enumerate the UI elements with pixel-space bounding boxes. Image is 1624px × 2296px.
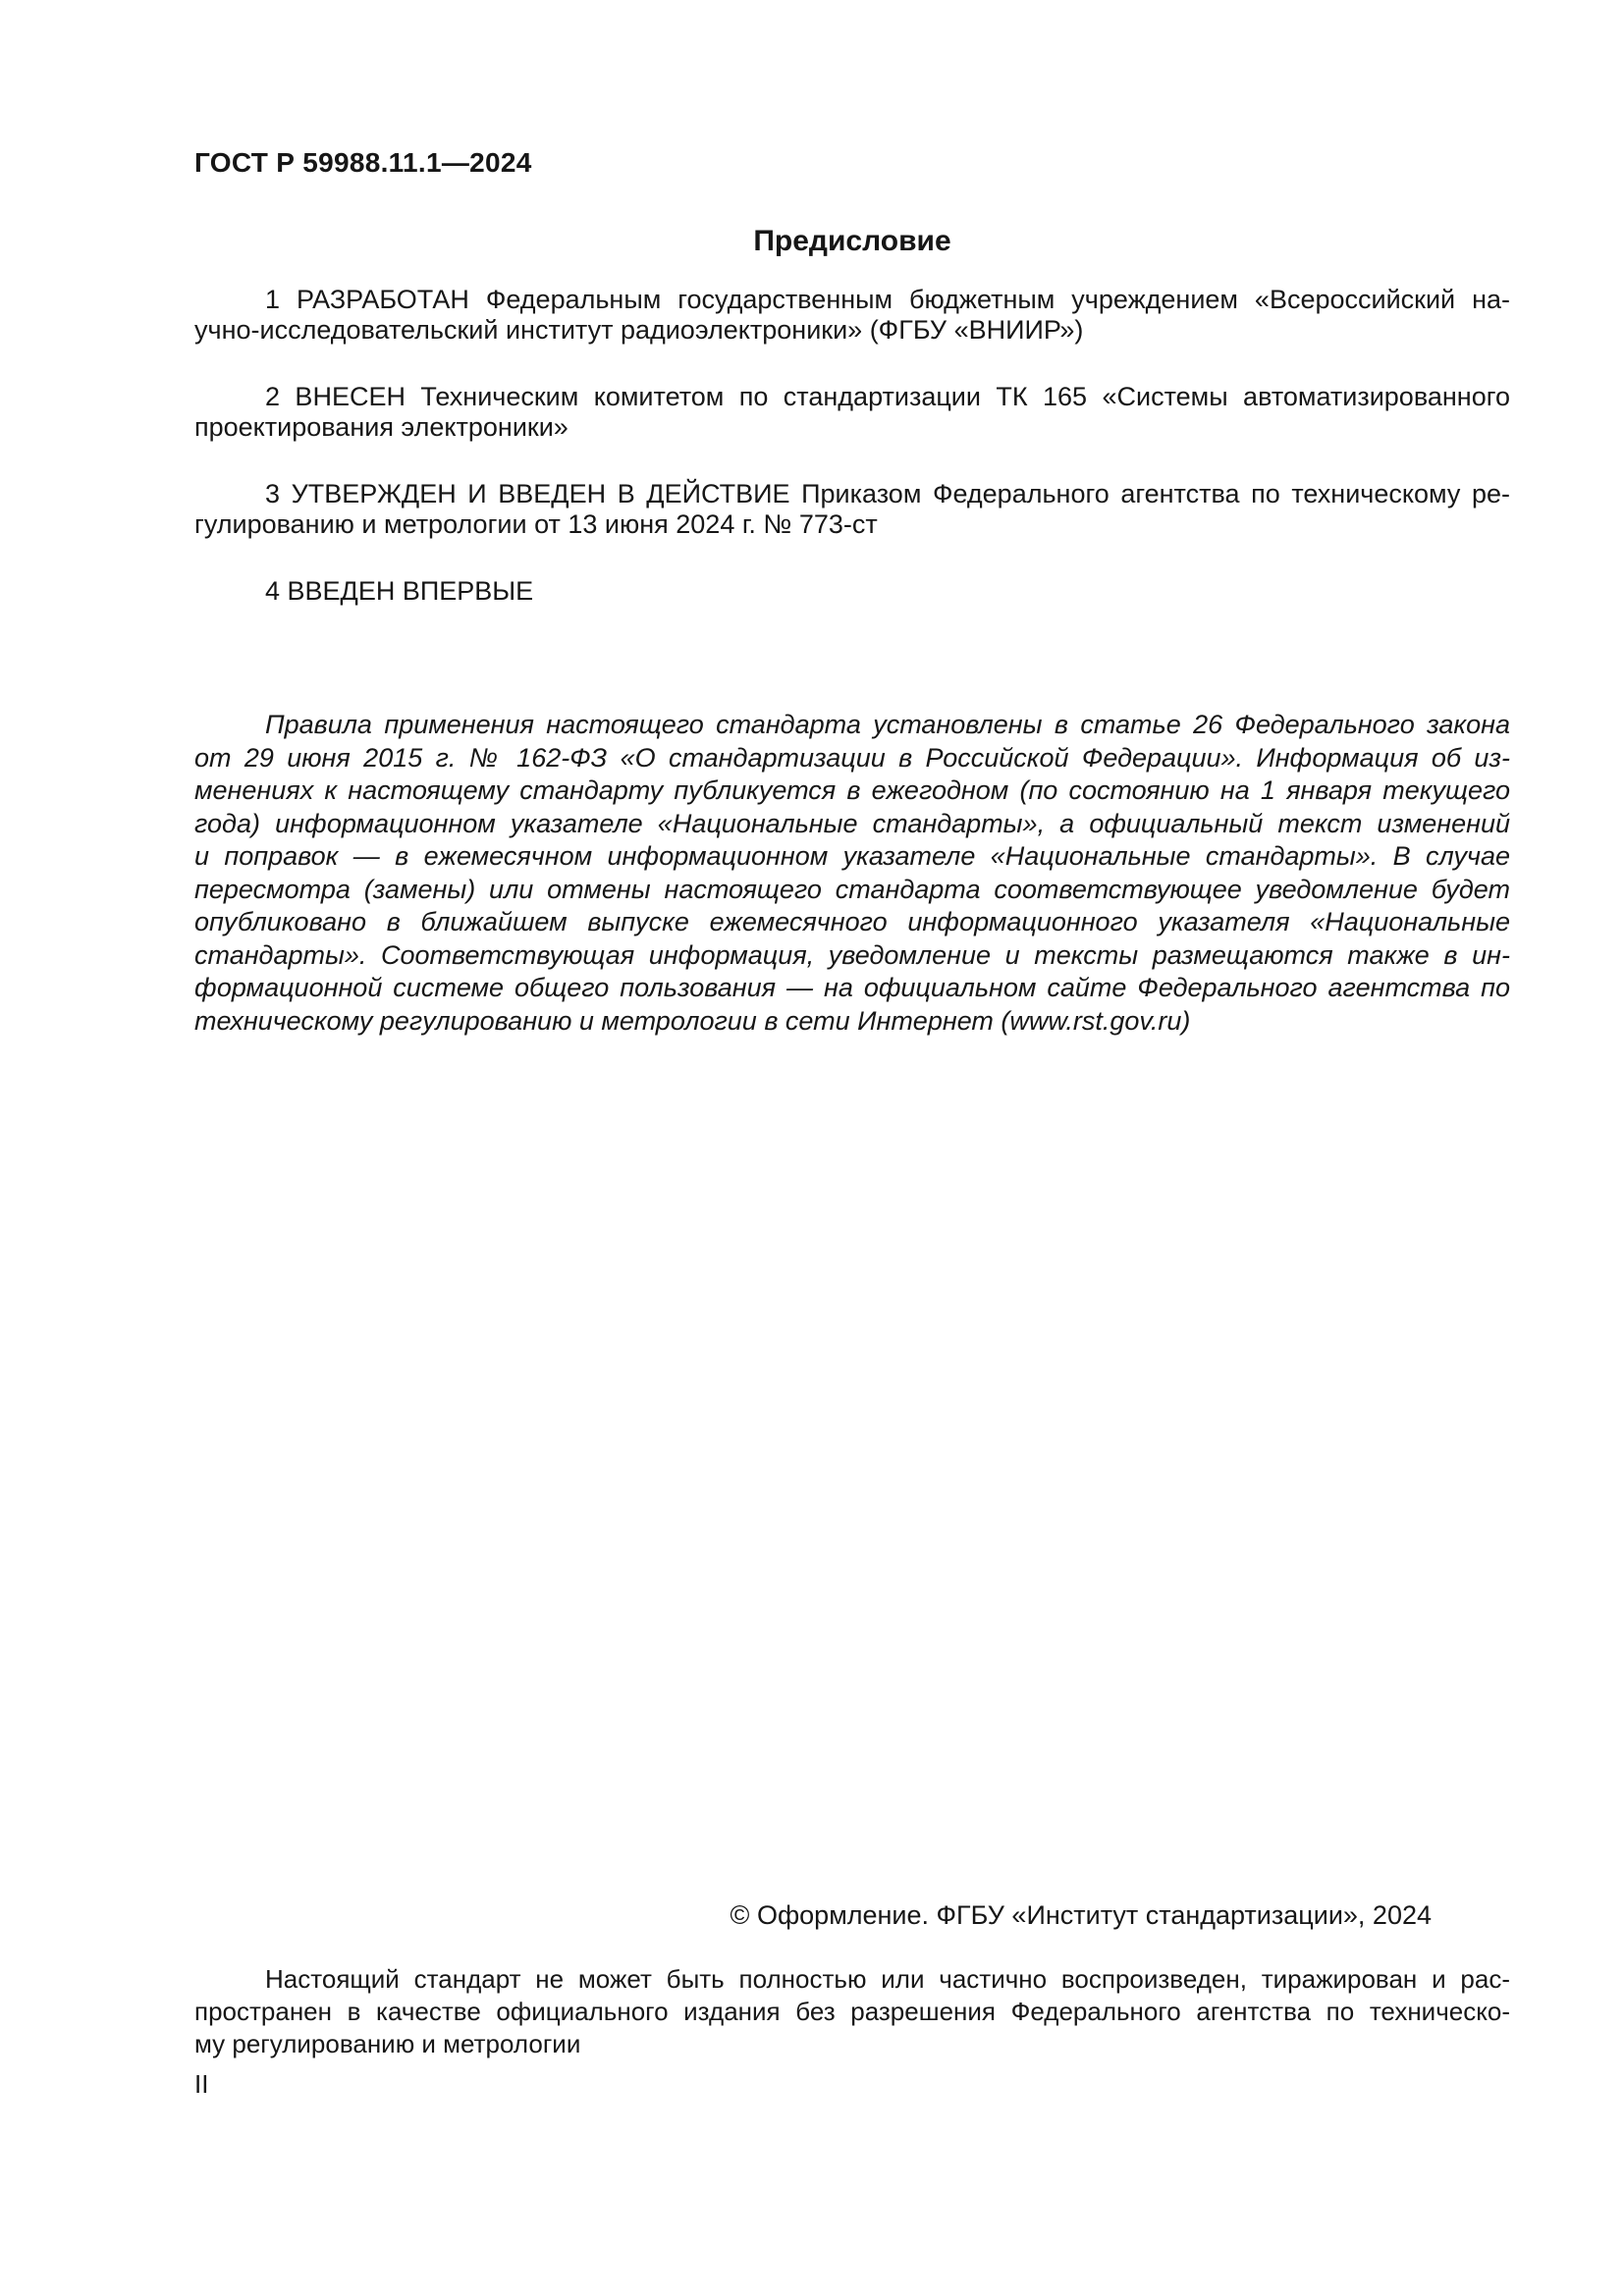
foreword-item-first-introduced: [194, 576, 1510, 607]
text-line: Правила применения настоящего стандарта установлены в статье 26 Федерального закона: [265, 710, 1510, 739]
foreword-section: [194, 285, 1510, 643]
text-line: стандарты». Соответствующая информация, уведомление и тексты размещаются также в ин-: [194, 939, 1510, 970]
text-line: формационной системе общего пользования — на официальном сайте Федерального агентства по: [194, 973, 1510, 1002]
text-line: года) информационном указателе «Национальные стандарты», а официальный текст изменений: [194, 808, 1510, 838]
text-line: пространен в качестве официального издания без разрешения Федерального агентства по техническо-: [194, 1997, 1510, 2026]
foreword-item-submitted: [194, 382, 1510, 443]
text-line: и поправок — в ежемесячном информационном указателе «Национальные стандарты». В случае: [194, 841, 1510, 871]
text-line: 2 ВНЕСЕН Техническим комитетом по стандартизации ТК 165 «Системы автоматизированного: [265, 382, 1510, 411]
legal-notice: [194, 709, 1510, 1038]
text-line: му регулированию и метрологии: [194, 2029, 581, 2058]
text-line: техническому регулированию и метрологии в сети Интернет (www.rst.gov.ru): [194, 1005, 1191, 1036]
text-line: 4 ВВЕДЕН ВПЕРВЫЕ: [265, 576, 534, 606]
distribution-restriction-note: [194, 1963, 1510, 2060]
text-line: от 29 июня 2015 г. № 162-ФЗ «О стандартизации в Российской Федерации». Информация об из-: [194, 742, 1510, 773]
text-line: 1 РАЗРАБОТАН Федеральным государственным бюджетным учреждением «Всероссийский на-: [265, 285, 1510, 314]
text-line: менениях к настоящему стандарту публикуется в ежегодном (по состоянию на 1 января текущего: [194, 775, 1510, 805]
text-line: пересмотра (замены) или отмены настоящего стандарта соответствующее уведомление будет: [194, 874, 1510, 904]
text-line: учно-исследовательский институт радиоэлектроники» (ФГБУ «ВНИИР»): [194, 315, 1084, 345]
foreword-item-developed: [194, 285, 1510, 346]
doc-number: ГОСТ Р 59988.11.1—2024: [194, 147, 532, 178]
text-line: 3 УТВЕРЖДЕН И ВВЕДЕН В ДЕЙСТВИЕ Приказом Федерального агентства по техническому ре-: [265, 479, 1510, 508]
text-line: гулированию и метрологии от 13 июня 2024 г. № 773-ст: [194, 509, 878, 539]
text-line: проектирования электроники»: [194, 412, 568, 442]
text-line: Настоящий стандарт не может быть полностью или частично воспроизведен, тиражирован и рас-: [265, 1964, 1510, 1994]
text-line: опубликовано в ближайшем выпуске ежемесячного информационного указателя «Национальные: [194, 907, 1510, 936]
page-number: II: [194, 2069, 209, 2099]
page-title: Предисловие: [753, 225, 951, 257]
copyright-line: © Оформление. ФГБУ «Институт стандартизации», 2024: [730, 1900, 1432, 1930]
foreword-item-approved: [194, 479, 1510, 540]
